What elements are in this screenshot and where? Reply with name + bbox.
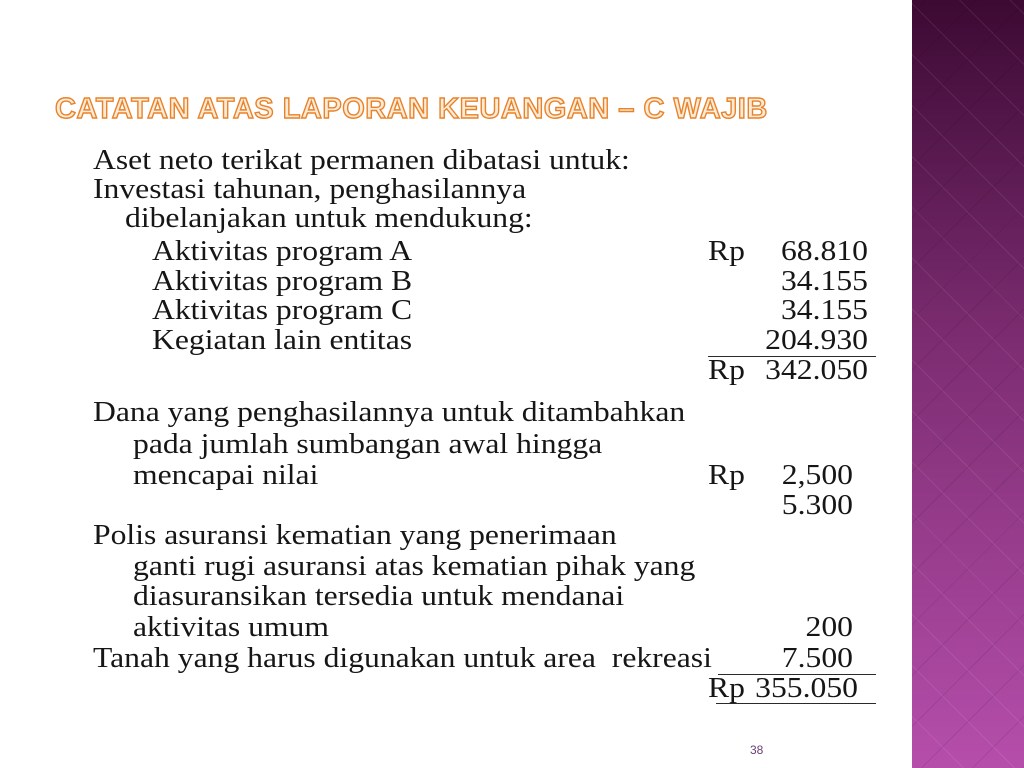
item-label: Aktivitas program A — [152, 236, 413, 267]
endowment-label-line: mencapai nilai — [133, 460, 319, 491]
endowment-currency: Rp — [708, 460, 745, 491]
item-currency: Rp — [708, 236, 745, 267]
total-bottom-rule — [716, 703, 876, 704]
insurance-label-line: ganti rugi asuransi atas kematian pihak yang — [133, 551, 696, 582]
endowment-amount: 5.300 — [781, 490, 853, 521]
item-amount: 34.155 — [780, 295, 868, 326]
endowment-label-line: Dana yang penghasilannya untuk ditambahkan — [93, 397, 686, 428]
item-amount: 34.155 — [780, 266, 868, 297]
item-amount: 68.810 — [780, 236, 868, 267]
item-label: Aktivitas program B — [152, 266, 413, 297]
subtotal-amount: 342.050 — [765, 355, 868, 386]
total-amount: 355.050 — [755, 673, 858, 704]
endowment-label-line: pada jumlah sumbangan awal hingga — [133, 429, 603, 460]
total-currency: Rp — [708, 673, 745, 704]
item-label: Kegiatan lain entitas — [152, 325, 413, 356]
item-amount: 204.930 — [765, 325, 868, 356]
insurance-amount: 200 — [805, 612, 853, 643]
decorative-sidebar — [912, 0, 1024, 768]
insurance-label-line: Polis asuransi kematian yang penerimaan — [93, 520, 617, 551]
insurance-label-line: aktivitas umum — [133, 612, 329, 643]
land-amount: 7.500 — [781, 643, 853, 674]
page-number: 38 — [750, 743, 764, 757]
insurance-label-line: diasuransikan tersedia untuk mendanai — [133, 581, 625, 612]
subtotal-currency: Rp — [708, 355, 745, 386]
endowment-amount: 2,500 — [781, 460, 853, 491]
investments-label-line: dibelanjakan untuk mendukung: — [125, 203, 533, 234]
investments-label-line: Investasi tahunan, penghasilannya — [93, 174, 527, 205]
land-label: Tanah yang harus digunakan untuk area rekreasi — [93, 643, 712, 674]
note-heading: Aset neto terikat permanen dibatasi untuk: — [93, 145, 630, 176]
item-label: Aktivitas program C — [152, 295, 413, 326]
slide-title: CATATAN ATAS LAPORAN KEUANGAN – C WAJIB — [55, 93, 768, 125]
